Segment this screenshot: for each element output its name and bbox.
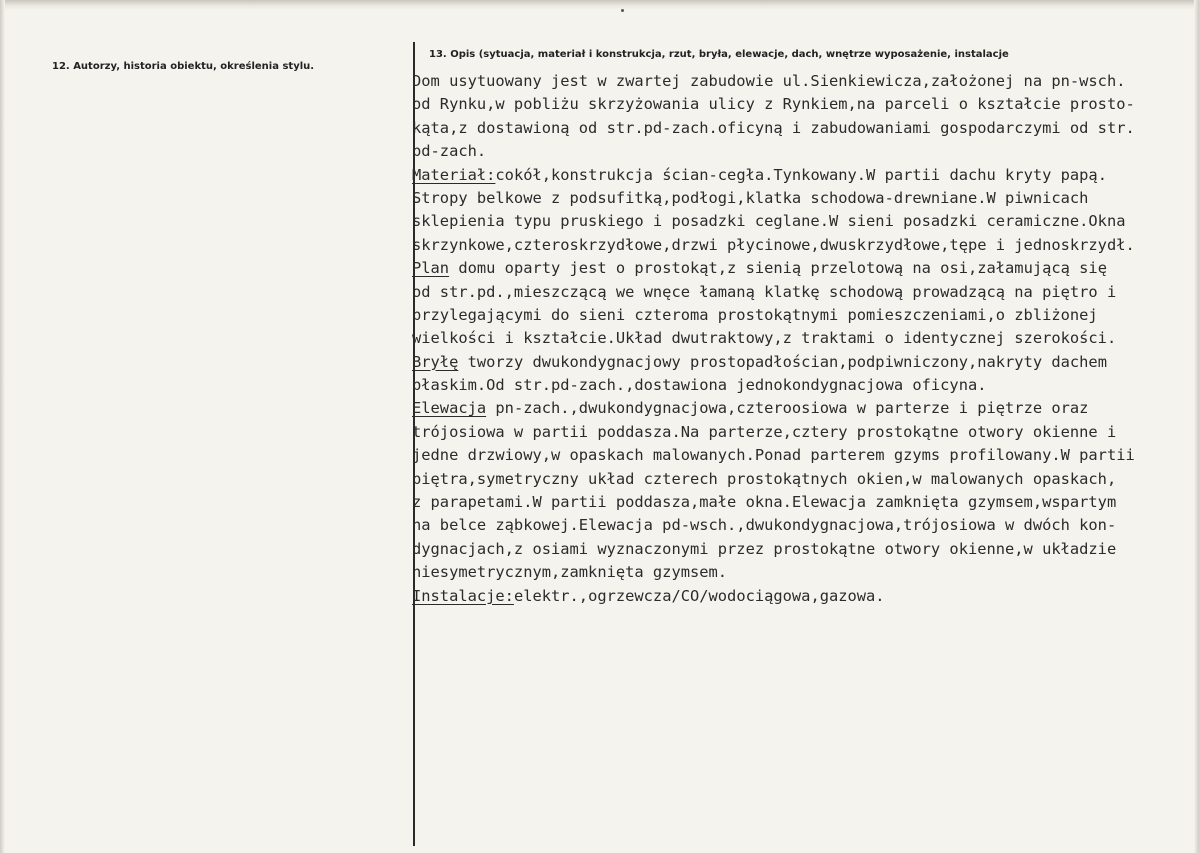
typed-line-text: trójosiowa w partii poddasza.Na parterze,cztery prostokątne otwory okienne i <box>412 422 1117 441</box>
typed-line-text: na belce ząbkowej.Elewacja pd-wsch.,dwukondygnacjowa,trójosiowa w dwóch kon- <box>412 516 1117 535</box>
typed-line-text: wielkości i kształcie.Układ dwutraktowy,z traktami o identycznej szerokości. <box>412 329 1117 348</box>
typed-line <box>412 164 1199 187</box>
paper-mark <box>621 9 624 12</box>
typed-line-text: domu oparty jest o prostokąt,z sienią przelotową na osi,załamującą się <box>449 259 1107 278</box>
typed-line <box>412 561 1199 584</box>
typed-line <box>412 585 1199 608</box>
typed-line <box>412 374 1199 397</box>
typed-line-text: dygnacjach,z osiami wyznaczonymi przez prostokątne otwory okienne,w układzie <box>412 539 1117 558</box>
typed-line-text: Dom usytuowany jest w zwartej zabudowie ul.Sienkiewicza,założonej na pn-wsch. <box>412 72 1126 90</box>
typed-line-text: skrzynkowe,czteroskrzydłowe,drzwi płycinowe,dwuskrzydłowe,tępe i jednoskrzydł. <box>412 235 1135 254</box>
typed-line-text: od Rynku,w pobliżu skrzyżowania ulicy z Rynkiem,na parceli o kształcie prosto- <box>412 95 1135 114</box>
section-13-typed-text <box>412 70 1199 608</box>
typed-line <box>412 187 1199 210</box>
typed-line-heading: Elewacja <box>412 399 487 418</box>
paper-left-edge <box>0 0 5 853</box>
typed-line-heading: Plan <box>412 259 450 278</box>
typed-line-text: z parapetami.W partii poddasza,małe okna.Elewacja zamknięta gzymsem,wspartym <box>412 493 1117 512</box>
typed-line <box>412 444 1199 467</box>
typed-line-text: tworzy dwukondygnacjowy prostopadłościan,podpiwniczony,nakryty dachem <box>458 352 1107 371</box>
typed-line <box>412 538 1199 561</box>
typed-line <box>412 327 1199 350</box>
typed-line <box>412 257 1199 280</box>
typed-line <box>412 397 1199 420</box>
typed-line <box>412 117 1199 140</box>
typed-line <box>412 234 1199 257</box>
section-12-label: 12. Autorzy, historia obiektu, określenia stylu. <box>52 61 315 72</box>
typed-line <box>412 70 1199 93</box>
typed-line-heading: Materiał: <box>412 165 496 184</box>
typed-line-heading: Bryłę <box>412 352 459 371</box>
typed-line-text: piętra,symetryczny układ czterech prostokątnych okien,w malowanych opaskach, <box>412 469 1117 488</box>
typed-line-text: kąta,z dostawioną od str.pd-zach.oficyną i zabudowaniami gospodarczymi od str. <box>412 118 1135 137</box>
typed-line-text: od str.pd.,mieszczącą we wnęce łamaną klatkę schodową prowadzącą na piętro i <box>412 282 1117 301</box>
typed-line-text: pd-zach. <box>412 142 487 161</box>
typed-line-text: przylegającymi do sieni czteroma prostokątnymi pomieszczeniami,o zbliżonej <box>412 305 1098 324</box>
typed-line <box>412 514 1199 537</box>
paper-top-edge <box>0 0 1199 10</box>
typed-line-heading: Instalacje: <box>412 586 514 605</box>
typed-line <box>412 421 1199 444</box>
typed-line-text: elektr.,ogrzewcza/CO/wodociągowa,gazowa. <box>513 586 885 605</box>
typed-line <box>412 468 1199 491</box>
typed-line-text: niesymetrycznym,zamknięta gzymsem. <box>412 563 728 582</box>
typed-line-text: sklepienia typu pruskiego i posadzki ceglane.W sieni posadzki ceramiczne.Okna <box>412 212 1126 231</box>
typed-line <box>412 351 1199 374</box>
typed-line-text: Stropy belkowe z podsufitką,podłogi,klatka schodowa-drewniane.W piwnicach <box>412 188 1089 207</box>
typed-line <box>412 304 1199 327</box>
typed-line <box>412 491 1199 514</box>
typed-line <box>412 140 1199 163</box>
typed-line <box>412 210 1199 233</box>
typed-line <box>412 93 1199 116</box>
typed-line-text: jedne drzwiowy,w opaskach malowanych.Ponad parterem gzyms profilowany.W partii <box>412 446 1135 465</box>
section-13-label: 13. Opis (sytuacja, materiał i konstrukcja, rzut, bryła, elewacje, dach, wnętrze wyposażenie, instalacje <box>429 49 1009 60</box>
typed-line-text: cokół,konstrukcja ścian-cegła.Tynkowany.W partii dachu kryty papą. <box>495 165 1107 184</box>
typed-line <box>412 281 1199 304</box>
typed-line-text: płaskim.Od str.pd-zach.,dostawiona jednokondygnacjowa oficyna. <box>412 376 987 395</box>
typed-line-text: pn-zach.,dwukondygnacjowa,czteroosiowa w parterze i piętrze oraz <box>486 399 1089 418</box>
